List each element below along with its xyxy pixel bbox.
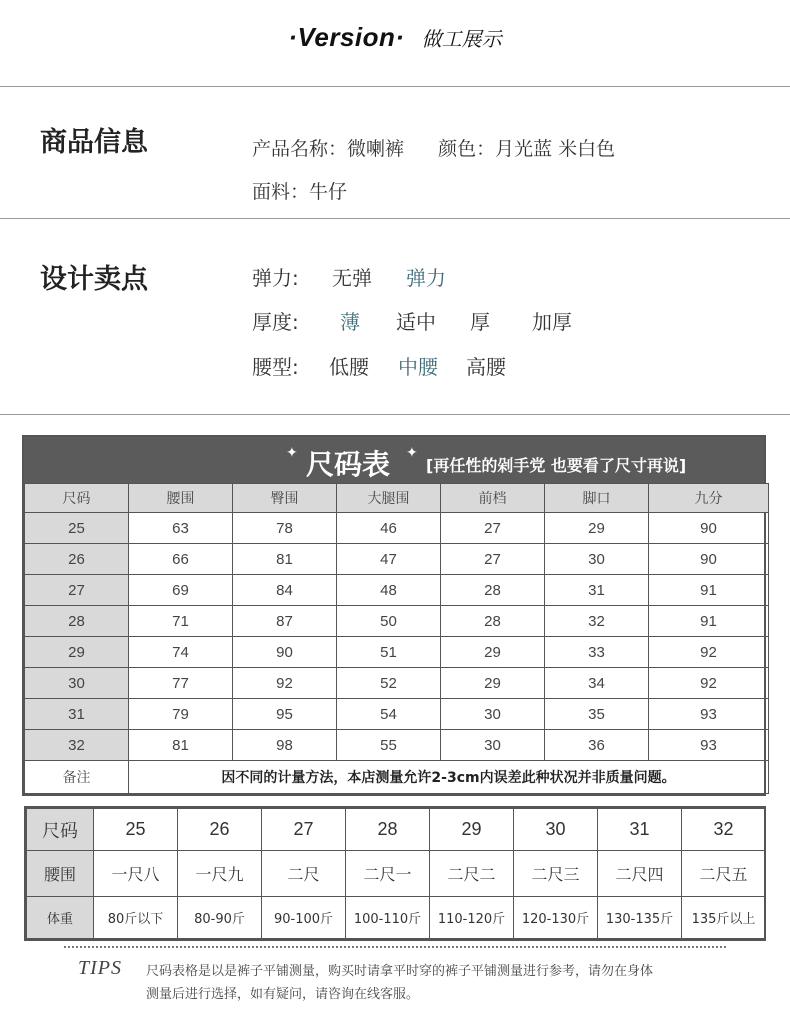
table-cell: 二尺一: [346, 851, 430, 897]
table-row: [25, 637, 769, 668]
table-cell: 二尺五: [682, 851, 766, 897]
table-cell: 92: [233, 668, 337, 699]
table-cell: 81: [129, 730, 233, 761]
table-cell: 48: [337, 575, 441, 606]
table-cell: 27: [441, 513, 545, 544]
table-cell: 30: [25, 668, 129, 699]
table-row: [25, 513, 769, 544]
selling-point-row: [252, 306, 572, 335]
table-cell: 26: [25, 544, 129, 575]
product-name: 产品名称：微喇裤: [252, 138, 405, 160]
table-cell: 34: [545, 668, 649, 699]
table-cell: 91: [649, 575, 769, 606]
product-info-heading: 商品信息: [40, 127, 148, 158]
table-cell: 29: [25, 637, 129, 668]
column-header: 臀围: [233, 484, 337, 513]
table-cell: 95: [233, 699, 337, 730]
selling-point-label: 弹力:: [252, 266, 299, 290]
table-cell: 29: [441, 637, 545, 668]
selling-point-row: [252, 262, 446, 291]
page-header: [0, 22, 790, 53]
table-cell: 90: [233, 637, 337, 668]
divider: [0, 86, 790, 87]
selling-point-option: 薄: [340, 310, 360, 334]
table-cell: 77: [129, 668, 233, 699]
weight-table: [24, 806, 766, 941]
row-label: 腰围: [27, 851, 94, 897]
table-cell: 91: [649, 606, 769, 637]
table-cell: 130-135斤: [598, 897, 682, 939]
selling-points-heading: 设计卖点: [40, 264, 148, 295]
table-cell: 32: [25, 730, 129, 761]
table-cell: 52: [337, 668, 441, 699]
selling-point-row: [252, 351, 506, 380]
tips-line2: 测量后进行选择，如有疑问，请咨询在线客服。: [146, 987, 420, 1002]
table-cell: 28: [25, 606, 129, 637]
selling-point-label: 腰型:: [252, 355, 299, 379]
size-table-header: [24, 437, 764, 483]
table-cell: 30: [441, 699, 545, 730]
column-header: 前档: [441, 484, 545, 513]
table-cell: 28: [441, 575, 545, 606]
table-cell: 36: [545, 730, 649, 761]
table-cell: 30: [514, 809, 598, 851]
table-cell: 54: [337, 699, 441, 730]
table-cell: 51: [337, 637, 441, 668]
table-cell: 93: [649, 699, 769, 730]
product-colors: 颜色：月光蓝 米白色: [438, 138, 616, 160]
table-cell: 25: [25, 513, 129, 544]
table-cell: 27: [262, 809, 346, 851]
table-row: [25, 575, 769, 606]
table-cell: 69: [129, 575, 233, 606]
table-cell: 90: [649, 513, 769, 544]
product-fabric: 面料：牛仔: [252, 181, 348, 203]
column-header: 脚口: [545, 484, 649, 513]
table-cell: 32: [682, 809, 766, 851]
table-cell: 80斤以下: [94, 897, 178, 939]
selling-point-option: 厚: [470, 310, 490, 334]
table-cell: 93: [649, 730, 769, 761]
note-text: 因不同的计量方法，本店测量允许2-3cm内误差此种状况并非质量问题。: [129, 761, 769, 794]
table-cell: 28: [441, 606, 545, 637]
table-cell: 92: [649, 668, 769, 699]
weight-grid: [26, 808, 766, 939]
product-info-line1: [252, 134, 621, 161]
table-cell: 32: [545, 606, 649, 637]
table-cell: 79: [129, 699, 233, 730]
table-cell: 二尺四: [598, 851, 682, 897]
sparkle-icon: ✦: [286, 445, 298, 461]
column-header: 九分: [649, 484, 769, 513]
table-cell: 35: [545, 699, 649, 730]
table-cell: 25: [94, 809, 178, 851]
divider: [0, 414, 790, 415]
table-row: [27, 851, 766, 897]
selling-point-option: 高腰: [466, 355, 506, 379]
column-header: 尺码: [25, 484, 129, 513]
table-cell: 87: [233, 606, 337, 637]
selling-point-option: 加厚: [532, 310, 572, 334]
note-label: 备注: [25, 761, 129, 794]
table-cell: 90-100斤: [262, 897, 346, 939]
table-cell: 29: [430, 809, 514, 851]
table-cell: 74: [129, 637, 233, 668]
table-row: [25, 668, 769, 699]
table-cell: 50: [337, 606, 441, 637]
table-cell: 一尺九: [178, 851, 262, 897]
table-cell: 一尺八: [94, 851, 178, 897]
selling-point-label: 厚度:: [252, 310, 299, 334]
dotted-divider: [64, 946, 726, 948]
table-cell: 71: [129, 606, 233, 637]
tips-line1: 尺码表格是以是裤子平铺测量，购买时请拿平时穿的裤子平铺测量进行参考，请勿在身体: [146, 964, 654, 979]
size-table-subtitle: [再任性的剁手党 也要看了尺寸再说]: [426, 456, 687, 475]
table-cell: 81: [233, 544, 337, 575]
table-cell: 29: [441, 668, 545, 699]
size-grid: [24, 483, 769, 794]
divider: [0, 218, 790, 219]
selling-point-option: 无弹: [332, 266, 372, 290]
table-cell: 135斤以上: [682, 897, 766, 939]
size-table-title: 尺码表: [306, 448, 391, 481]
table-cell: 78: [233, 513, 337, 544]
tips-label: TIPS: [78, 957, 122, 979]
table-cell: 63: [129, 513, 233, 544]
table-cell: 90: [649, 544, 769, 575]
table-cell: 27: [441, 544, 545, 575]
version-subtitle: 做工展示: [421, 27, 502, 51]
table-row: [25, 544, 769, 575]
table-cell: 30: [441, 730, 545, 761]
table-cell: 55: [337, 730, 441, 761]
table-cell: 31: [25, 699, 129, 730]
table-row: [27, 897, 766, 939]
table-cell: 31: [545, 575, 649, 606]
table-row: [27, 809, 766, 851]
table-row: [25, 730, 769, 761]
table-row: [25, 699, 769, 730]
table-cell: 92: [649, 637, 769, 668]
table-cell: 31: [598, 809, 682, 851]
table-cell: 33: [545, 637, 649, 668]
selling-point-option: 低腰: [329, 355, 369, 379]
table-cell: 二尺: [262, 851, 346, 897]
table-cell: 84: [233, 575, 337, 606]
table-cell: 80-90斤: [178, 897, 262, 939]
table-cell: 30: [545, 544, 649, 575]
selling-point-option: 适中: [396, 310, 436, 334]
sparkle-icon: ✦: [406, 445, 418, 461]
table-cell: 二尺三: [514, 851, 598, 897]
row-label: 尺码: [27, 809, 94, 851]
size-table: [22, 435, 766, 796]
selling-point-option: 中腰: [398, 355, 438, 379]
row-label: 体重: [27, 897, 94, 939]
column-header: 大腿围: [337, 484, 441, 513]
table-cell: 28: [346, 809, 430, 851]
table-cell: 98: [233, 730, 337, 761]
table-cell: 47: [337, 544, 441, 575]
table-row: [25, 606, 769, 637]
table-cell: 26: [178, 809, 262, 851]
table-cell: 二尺二: [430, 851, 514, 897]
table-cell: 29: [545, 513, 649, 544]
table-cell: 46: [337, 513, 441, 544]
table-cell: 120-130斤: [514, 897, 598, 939]
table-cell: 66: [129, 544, 233, 575]
table-cell: 27: [25, 575, 129, 606]
version-title: ·Version·: [288, 22, 405, 52]
table-cell: 100-110斤: [346, 897, 430, 939]
table-cell: 110-120斤: [430, 897, 514, 939]
selling-point-option: 弹力: [406, 266, 446, 290]
column-header: 腰围: [129, 484, 233, 513]
